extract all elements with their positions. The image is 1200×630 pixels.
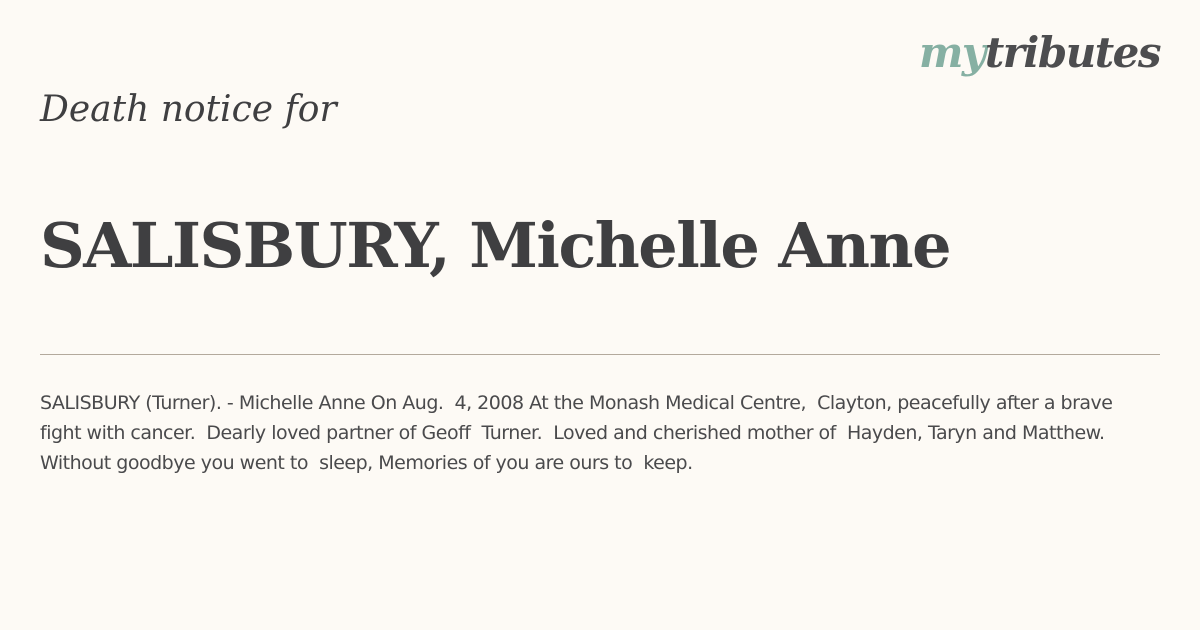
notice-text: SALISBURY (Turner). - Michelle Anne On Aug. 4, 2008 At the Monash Medical Centre, Clayton, peacefully after a brave fight with cancer. Dearly loved partner of Geoff Turner. Loved and cherished mother of Hayden, Taryn and Matthew. Without goodbye you went to sleep, Memories of you are ours to keep. [40,392,1124,474]
logo-my-text: my [918,28,985,77]
deceased-name: SALISBURY, Michelle Anne [40,209,951,282]
death-notice-heading: Death notice for [40,89,337,130]
logo-tributes-text: tributes [984,28,1160,77]
mytributes-logo[interactable] [918,28,1160,77]
divider [40,354,1160,355]
